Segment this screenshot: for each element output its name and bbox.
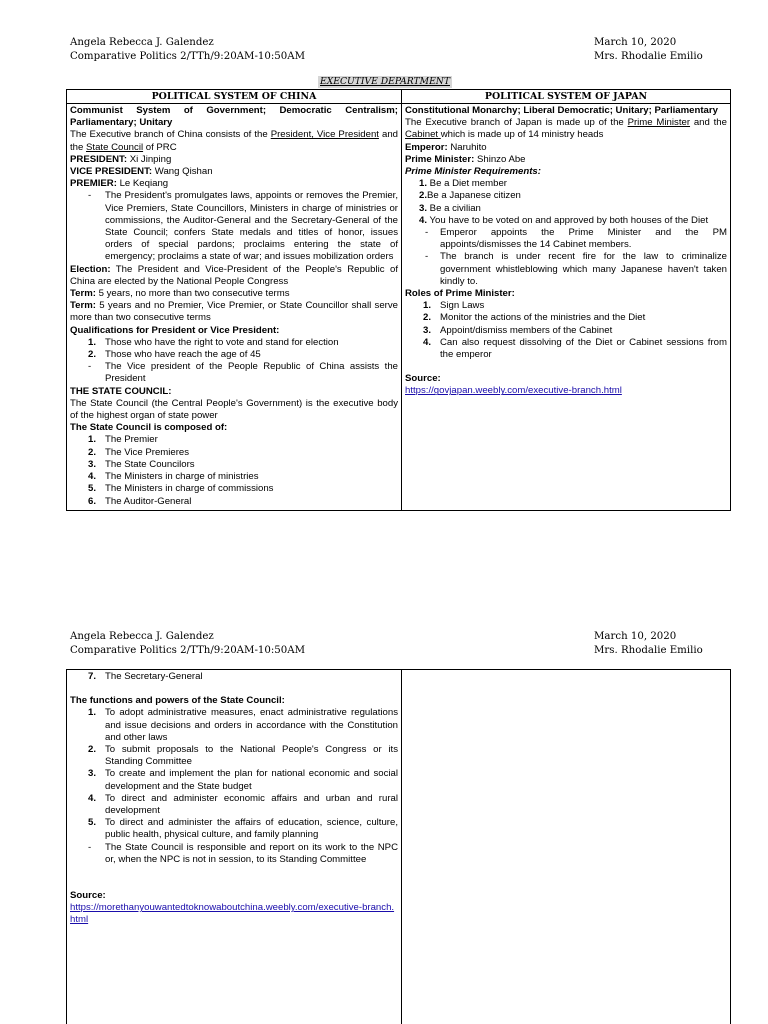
japan-source-link[interactable]: https://govjapan.weebly.com/executive-branch.html xyxy=(405,385,622,397)
japan-prime-minister: Prime Minister: Shinzo Abe xyxy=(405,153,526,165)
china-president: PRESIDENT: Xi Jinping xyxy=(70,153,172,165)
functions-list xyxy=(70,707,398,866)
author-name: Angela Rebecca J. Galendez xyxy=(70,631,214,642)
composed-item-5: 5. The Ministers in charge of commissions xyxy=(88,483,274,495)
china-cell-continued xyxy=(67,670,402,1024)
teacher-name: Mrs. Rhodalie Emilio xyxy=(594,50,703,62)
china-vice-president: VICE PRESIDENT: Wang Qishan xyxy=(70,166,213,178)
role-item-2: 2. Monitor the actions of the ministries and the Diet xyxy=(423,312,646,324)
requirement-item-4: 4. You have to be voted on and approved by both houses of the Diet xyxy=(419,214,709,226)
pm-requirements-heading: Prime Minister Requirements: xyxy=(405,166,541,178)
pm-notes-list xyxy=(405,227,727,288)
functions-heading: The functions and powers of the State Council: xyxy=(70,695,285,707)
composed-item-3: 3. The State Councilors xyxy=(88,458,195,470)
president-vp-link[interactable]: President, Vice President xyxy=(270,129,379,141)
president-powers: - The President's promulgates laws, appoints or removes the Premier, Vice Premiers, State Councillors, Ministers in charge of ministries or commissions, the Auditor-General and the Secretary-General of the State Council; confers State medals and titles of honor, issues orders of special pardons; proclaims entering the state of emergency; proclaims a state of war; and issues mobilization orders xyxy=(88,190,398,263)
function-item-3: 3. To create and implement the plan for national economic and social development and the State budget xyxy=(88,768,398,792)
prime-minister-link[interactable]: Prime Minister xyxy=(627,117,691,129)
function-item-5: 5. To direct and administer the affairs of education, science, culture, public health, physical culture, and family planning xyxy=(88,817,398,841)
japan-cell xyxy=(402,104,731,511)
function-item-4: 4. To direct and administer economic affairs and urban and rural development xyxy=(88,792,398,817)
role-item-1: 1. Sign Laws xyxy=(423,300,485,312)
roles-list xyxy=(405,300,727,361)
japan-emperor: Emperor: Naruhito xyxy=(405,141,487,153)
course-info: Comparative Politics 2/TTh/9:20AM-10:50AM xyxy=(70,644,306,656)
state-council-heading: THE STATE COUNCIL: xyxy=(70,385,172,397)
composed-list xyxy=(70,434,398,507)
date: March 10, 2020 xyxy=(594,37,677,48)
japan-cell-continued xyxy=(402,670,731,1024)
role-item-4: 4. Can also request dissolving of the Diet or Cabinet sessions from the emperor xyxy=(423,336,727,361)
function-item-1: 1. To adopt administrative measures, enact administrative regulations and issue decisions and orders in accordance with the Constitution and other laws xyxy=(88,707,398,743)
composed-item-4: 4. The Ministers in charge of ministries xyxy=(88,471,259,483)
pm-requirements-list xyxy=(405,178,727,227)
composed-heading: The State Council is composed of: xyxy=(70,422,228,434)
china-cell xyxy=(67,104,402,511)
author-name: Angela Rebecca J. Galendez xyxy=(70,37,214,48)
state-council-link[interactable]: State Council xyxy=(86,141,144,153)
composed-item-1: 1. The Premier xyxy=(88,434,158,446)
composed-item-6: 6. The Auditor-General xyxy=(88,495,192,507)
qualification-item-3: - The Vice president of the People Republic of China assists the President xyxy=(88,361,398,385)
department-title: EXECUTIVE DEPARTMENT xyxy=(320,76,450,87)
function-item-2: 2. To submit proposals to the National People's Congress or its Standing Committee xyxy=(88,744,398,768)
column-header-china: POLITICAL SYSTEM OF CHINA xyxy=(67,90,402,104)
pm-note-2: - The branch is under recent fire for the law to criminalize government whistleblowing which many Japanese haven't taken kindly to. xyxy=(425,251,727,287)
state-council-description: The State Council (the Central People's Government) is the executive body of the highest organ of state power xyxy=(70,397,398,422)
qualifications-list xyxy=(70,337,398,386)
teacher-name: Mrs. Rhodalie Emilio xyxy=(594,644,703,656)
qualification-item-1: 1. Those who have the right to vote and stand for election xyxy=(88,336,339,348)
comparison-table xyxy=(66,89,731,511)
course-info: Comparative Politics 2/TTh/9:20AM-10:50AM xyxy=(70,50,306,62)
qualification-item-2: 2. Those who have reach the age of 45 xyxy=(88,349,261,361)
china-source-link[interactable]: https://morethanyouwantedtoknowaboutchina.weebly.com/executive-branch.html xyxy=(70,902,395,926)
cabinet-link[interactable]: Cabinet xyxy=(405,129,441,141)
requirement-item-3: 3. Be a civilian xyxy=(419,202,481,214)
qualifications-heading: Qualifications for President or Vice President: xyxy=(70,324,280,336)
page-2 xyxy=(0,616,768,1024)
role-item-3: 3. Appoint/dismiss members of the Cabinet xyxy=(423,324,613,336)
requirement-item-2: 2.Be a Japanese citizen xyxy=(419,190,521,202)
japan-source-label: Source: xyxy=(405,373,441,385)
comparison-table-continued xyxy=(66,669,731,1024)
china-intro: The Executive branch of China consists of the President, Vice President and the State Council of PRC xyxy=(70,129,398,153)
china-term-2: Term: 5 years and no Premier, Vice Premier, or State Councillor shall serve more than two consecutive terms xyxy=(70,300,398,324)
roles-heading: Roles of Prime Minister: xyxy=(405,288,515,300)
function-item-6: - The State Council is responsible and report on its work to the NPC or, when the NPC is not in session, to its Standing Committee xyxy=(88,841,398,865)
requirement-item-1: 1. Be a Diet member xyxy=(419,178,507,190)
pm-note-1: - Emperor appoints the Prime Minister and the PM appoints/dismisses the 14 Cabinet members. xyxy=(425,227,727,251)
composed-item-2: 2. The Vice Premieres xyxy=(88,446,190,458)
china-premier: PREMIER: Le Keqiang xyxy=(70,178,169,190)
page-gap xyxy=(0,560,768,616)
date: March 10, 2020 xyxy=(594,631,677,642)
china-term-1: Term: 5 years, no more than two consecutive terms xyxy=(70,288,290,300)
column-header-japan: POLITICAL SYSTEM OF JAPAN xyxy=(402,90,731,104)
china-election: Election: The President and Vice-President of the People's Republic of China are elected by the National People Congress xyxy=(70,263,398,287)
japan-system: Constitutional Monarchy; Liberal Democratic; Unitary; Parliamentary xyxy=(405,105,718,116)
china-system: Communist System of Government; Democratic Centralism; Parliamentary; Unitary xyxy=(70,105,398,129)
composed-item-7: 7. The Secretary-General xyxy=(88,671,203,682)
japan-intro: The Executive branch of Japan is made up of the Prime Minister and the Cabinet which is made up of 14 ministry heads xyxy=(405,117,727,141)
china-source-label: Source: xyxy=(70,890,106,902)
